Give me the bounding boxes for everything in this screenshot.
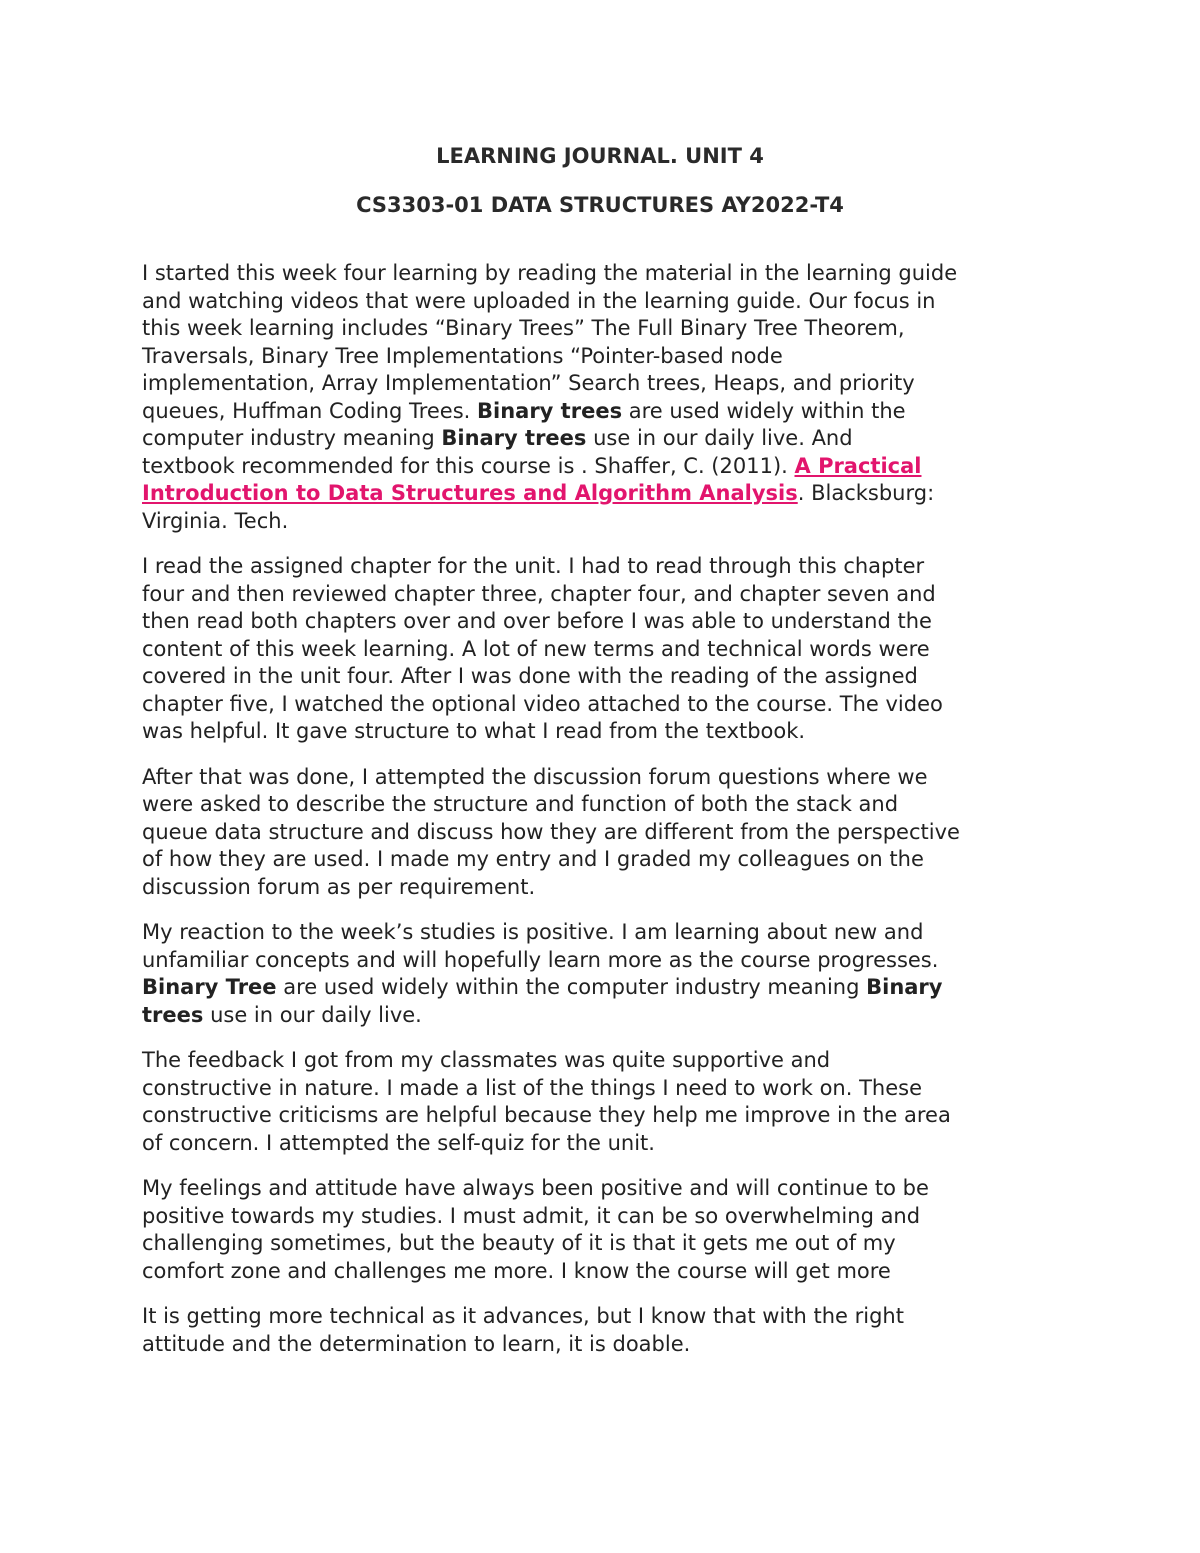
text-line [142, 1002, 1072, 1030]
text-line [142, 974, 1072, 1002]
text-line: of concern. I attempted the self-quiz for the unit. [142, 1130, 655, 1155]
text-line: content of this week learning. A lot of new terms and technical words were [142, 636, 930, 661]
text-line: this week learning includes “Binary Trees” The Full Binary Tree Theorem, [142, 316, 905, 340]
paragraph-reaction [142, 919, 1072, 1029]
paragraph-reading [142, 553, 1072, 746]
course-subtitle: CS3303-01 DATA STRUCTURES AY2022-T4 [356, 193, 844, 217]
document-title: LEARNING JOURNAL. UNIT 4 [436, 144, 764, 168]
text-line: comfort zone and challenges me more. I know the course will get more [142, 1258, 891, 1283]
journal-body [142, 260, 1072, 1376]
text-line: positive towards my studies. I must admit, it can be so overwhelming and [142, 1203, 921, 1228]
bold-term: Binary Tree [142, 975, 277, 999]
text-line: attitude and the determination to learn, it is doable. [142, 1331, 691, 1356]
text-line: four and then reviewed chapter three, chapter four, and chapter seven and [142, 581, 936, 606]
text-line: constructive in nature. I made a list of the things I need to work on. These [142, 1075, 923, 1100]
bold-term: Binary [866, 975, 943, 999]
text-line: The feedback I got from my classmates was quite supportive and [142, 1048, 831, 1072]
text-run: computer industry meaning [142, 426, 442, 450]
text-line: chapter five, I watched the optional video attached to the course. The video [142, 691, 943, 716]
text-line: unfamiliar concepts and will hopefully learn more as the course progresses. [142, 947, 939, 972]
paragraph-conclusion [142, 1303, 1072, 1358]
text-line: challenging sometimes, but the beauty of it is that it gets me out of my [142, 1231, 896, 1255]
text-line: and watching videos that were uploaded in the learning guide. Our focus in [142, 288, 936, 313]
textbook-link[interactable]: Introduction to Data Structures and Algorithm Analysis [142, 481, 798, 505]
text-line: Traversals, Binary Tree Implementations “Pointer-based node [142, 343, 783, 368]
bold-term: Binary trees [477, 398, 623, 423]
text-line: queue data structure and discuss how they are different from the perspective [142, 819, 960, 844]
text-line [142, 398, 1072, 426]
text-run: use in our daily live. And [586, 426, 853, 450]
text-run: are used widely within the computer industry meaning [276, 975, 867, 999]
text-line: Virginia. Tech. [142, 508, 289, 533]
text-line: It is getting more technical as it advances, but I know that with the right [142, 1304, 904, 1328]
text-line: discussion forum as per requirement. [142, 874, 536, 899]
textbook-link[interactable]: A Practical [794, 453, 922, 478]
text-line: implementation, Array Implementation” Search trees, Heaps, and priority [142, 371, 915, 395]
text-run: are used widely within the [622, 398, 906, 423]
paragraph-feedback [142, 1047, 1072, 1157]
text-run: queues, Huffman Coding Trees. [142, 398, 477, 423]
text-line: I read the assigned chapter for the unit. I had to read through this chapter [142, 554, 925, 578]
paragraph-feelings [142, 1175, 1072, 1285]
text-line [142, 480, 1072, 508]
text-line: My feelings and attitude have always been positive and will continue to be [142, 1176, 929, 1200]
bold-term: Binary trees [441, 426, 587, 450]
paragraph-discussion [142, 764, 1072, 902]
text-line: My reaction to the week’s studies is positive. I am learning about new and [142, 920, 924, 944]
text-line [142, 425, 1072, 453]
text-line: was helpful. It gave structure to what I read from the textbook. [142, 719, 806, 743]
text-line [142, 453, 1072, 481]
text-line: of how they are used. I made my entry and I graded my colleagues on the [142, 847, 924, 871]
bold-term: trees [142, 1002, 204, 1027]
text-line: then read both chapters over and over before I was able to understand the [142, 609, 932, 633]
text-line: After that was done, I attempted the discussion forum questions where we [142, 764, 928, 789]
text-line: were asked to describe the structure and function of both the stack and [142, 792, 899, 816]
paragraph-intro [142, 260, 1072, 535]
text-run: . Blacksburg: [797, 481, 935, 505]
text-line: I started this week four learning by reading the material in the learning guide [142, 261, 958, 285]
text-run: textbook recommended for this course is . Shaffer, C. (2011). [142, 453, 795, 478]
text-run: use in our daily live. [203, 1002, 422, 1027]
text-line: covered in the unit four. After I was done with the reading of the assigned [142, 664, 918, 688]
text-line: constructive criticisms are helpful because they help me improve in the area [142, 1103, 951, 1127]
